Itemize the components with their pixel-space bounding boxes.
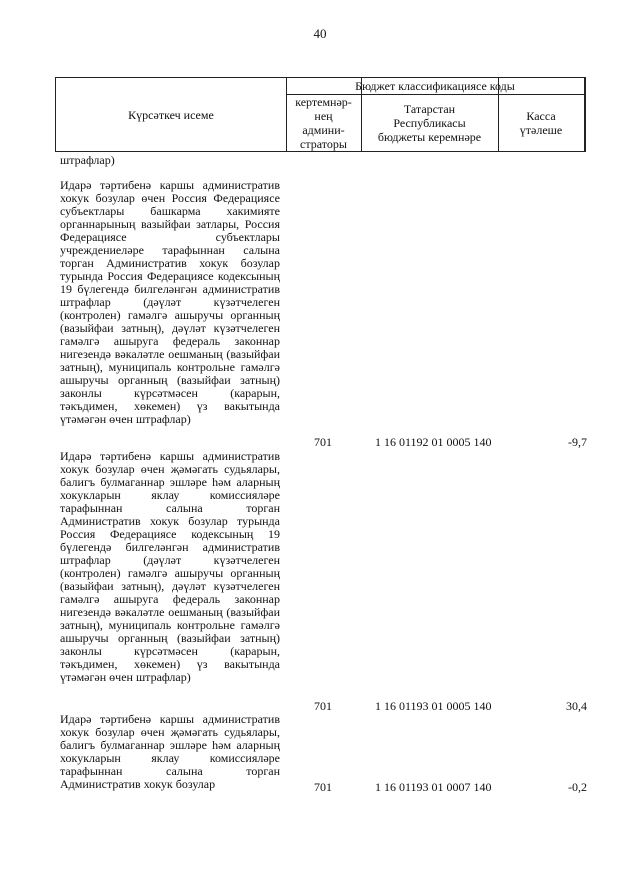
row-indicator-text: штрафлар)	[60, 153, 115, 167]
header-indicator-name: Күрсәткеч исеме	[128, 107, 214, 122]
table-header	[55, 77, 586, 152]
page-number: 40	[313, 26, 327, 41]
row-amount: 30,4	[566, 699, 587, 713]
row-budget-code: 1 16 01193 01 0007 140	[375, 780, 492, 794]
row-amount: -0,2	[568, 780, 587, 794]
row-admin-code: 701	[314, 699, 332, 713]
header-cash-execution: Касса үтәлеше	[519, 108, 563, 137]
row-budget-code: 1 16 01193 01 0005 140	[375, 699, 492, 713]
row-budget-code: 1 16 01192 01 0005 140	[375, 435, 492, 449]
row-indicator-text: Идарә тәртибенә каршы административ хокук бозулар өчен җәмәгать судьялары, балигъ булмаганнар эшләре һәм аларның хокукларын яклау комиссияләре тарафыннан салына торган Административ хокук бозулар турында Россия Федерациясе кодексының 19 бүлегендә билгеләнгән административ штрафлар (дәүләт күзәтчелеген (контролен) гамәлгә ашыручы органның (вазыйфаи затның), дәүләт күзәтчелеген гамәлгә ашыруга федераль законнар нигезендә вәкаләтле оешманың (вазыйфаи затның), муниципаль контрольне гамәлгә ашыручы органның (вазыйфаи затның) законлы күрсәтмәсен (карарын, тәкъдимен, хөкемен) үз вакытында үтәмәгән өчен штрафлар)	[60, 449, 280, 684]
header-budget-classification: Бюджет классификациясе коды	[355, 79, 515, 93]
row-indicator-text: Идарә тәртибенә каршы административ хокук бозулар өчен җәмәгать судьялары, балигъ булмаганнар эшләре һәм аларның хокукларын яклау комиссияләре тарафыннан салына торган Административ хокук бозулар	[60, 712, 280, 791]
header-budget-revenues: Татарстан Республикасы бюджеты керемнәре	[377, 101, 482, 144]
row-indicator-text: Идарә тәртибенә каршы административ хокук бозулар өчен Россия Федерациясе субъектлары башкарма хакимияте органнарының вазыйфаи затлары, Россия Федерациясе субъектлары учреждениеләре тарафыннан салына торган Административ хокук бозулар турында Россия Федерациясе кодексының 19 бүлегендә билгеләнгән административ штрафлар (дәүләт күзәтчелеген (контролен) гамәлгә ашыручы органның (вазыйфаи затның), дәүләт күзәтчелеген гамәлгә ашыруга федераль законнар нигезендә вәкаләтле оешманың (вазыйфаи затның), муниципаль контрольне гамәлгә ашыручы органның (вазыйфаи затның) законлы күрсәтмәсен (карарын, тәкъдимен, хөкемен) үз вакытында үтәмәгән өчен штрафлар)	[60, 178, 280, 426]
row-amount: -9,7	[568, 435, 587, 449]
header-administrators: кертемнәр- нең админи- страторы	[295, 94, 352, 151]
header-divider	[584, 78, 585, 151]
row-admin-code: 701	[314, 780, 332, 794]
row-admin-code: 701	[314, 435, 332, 449]
